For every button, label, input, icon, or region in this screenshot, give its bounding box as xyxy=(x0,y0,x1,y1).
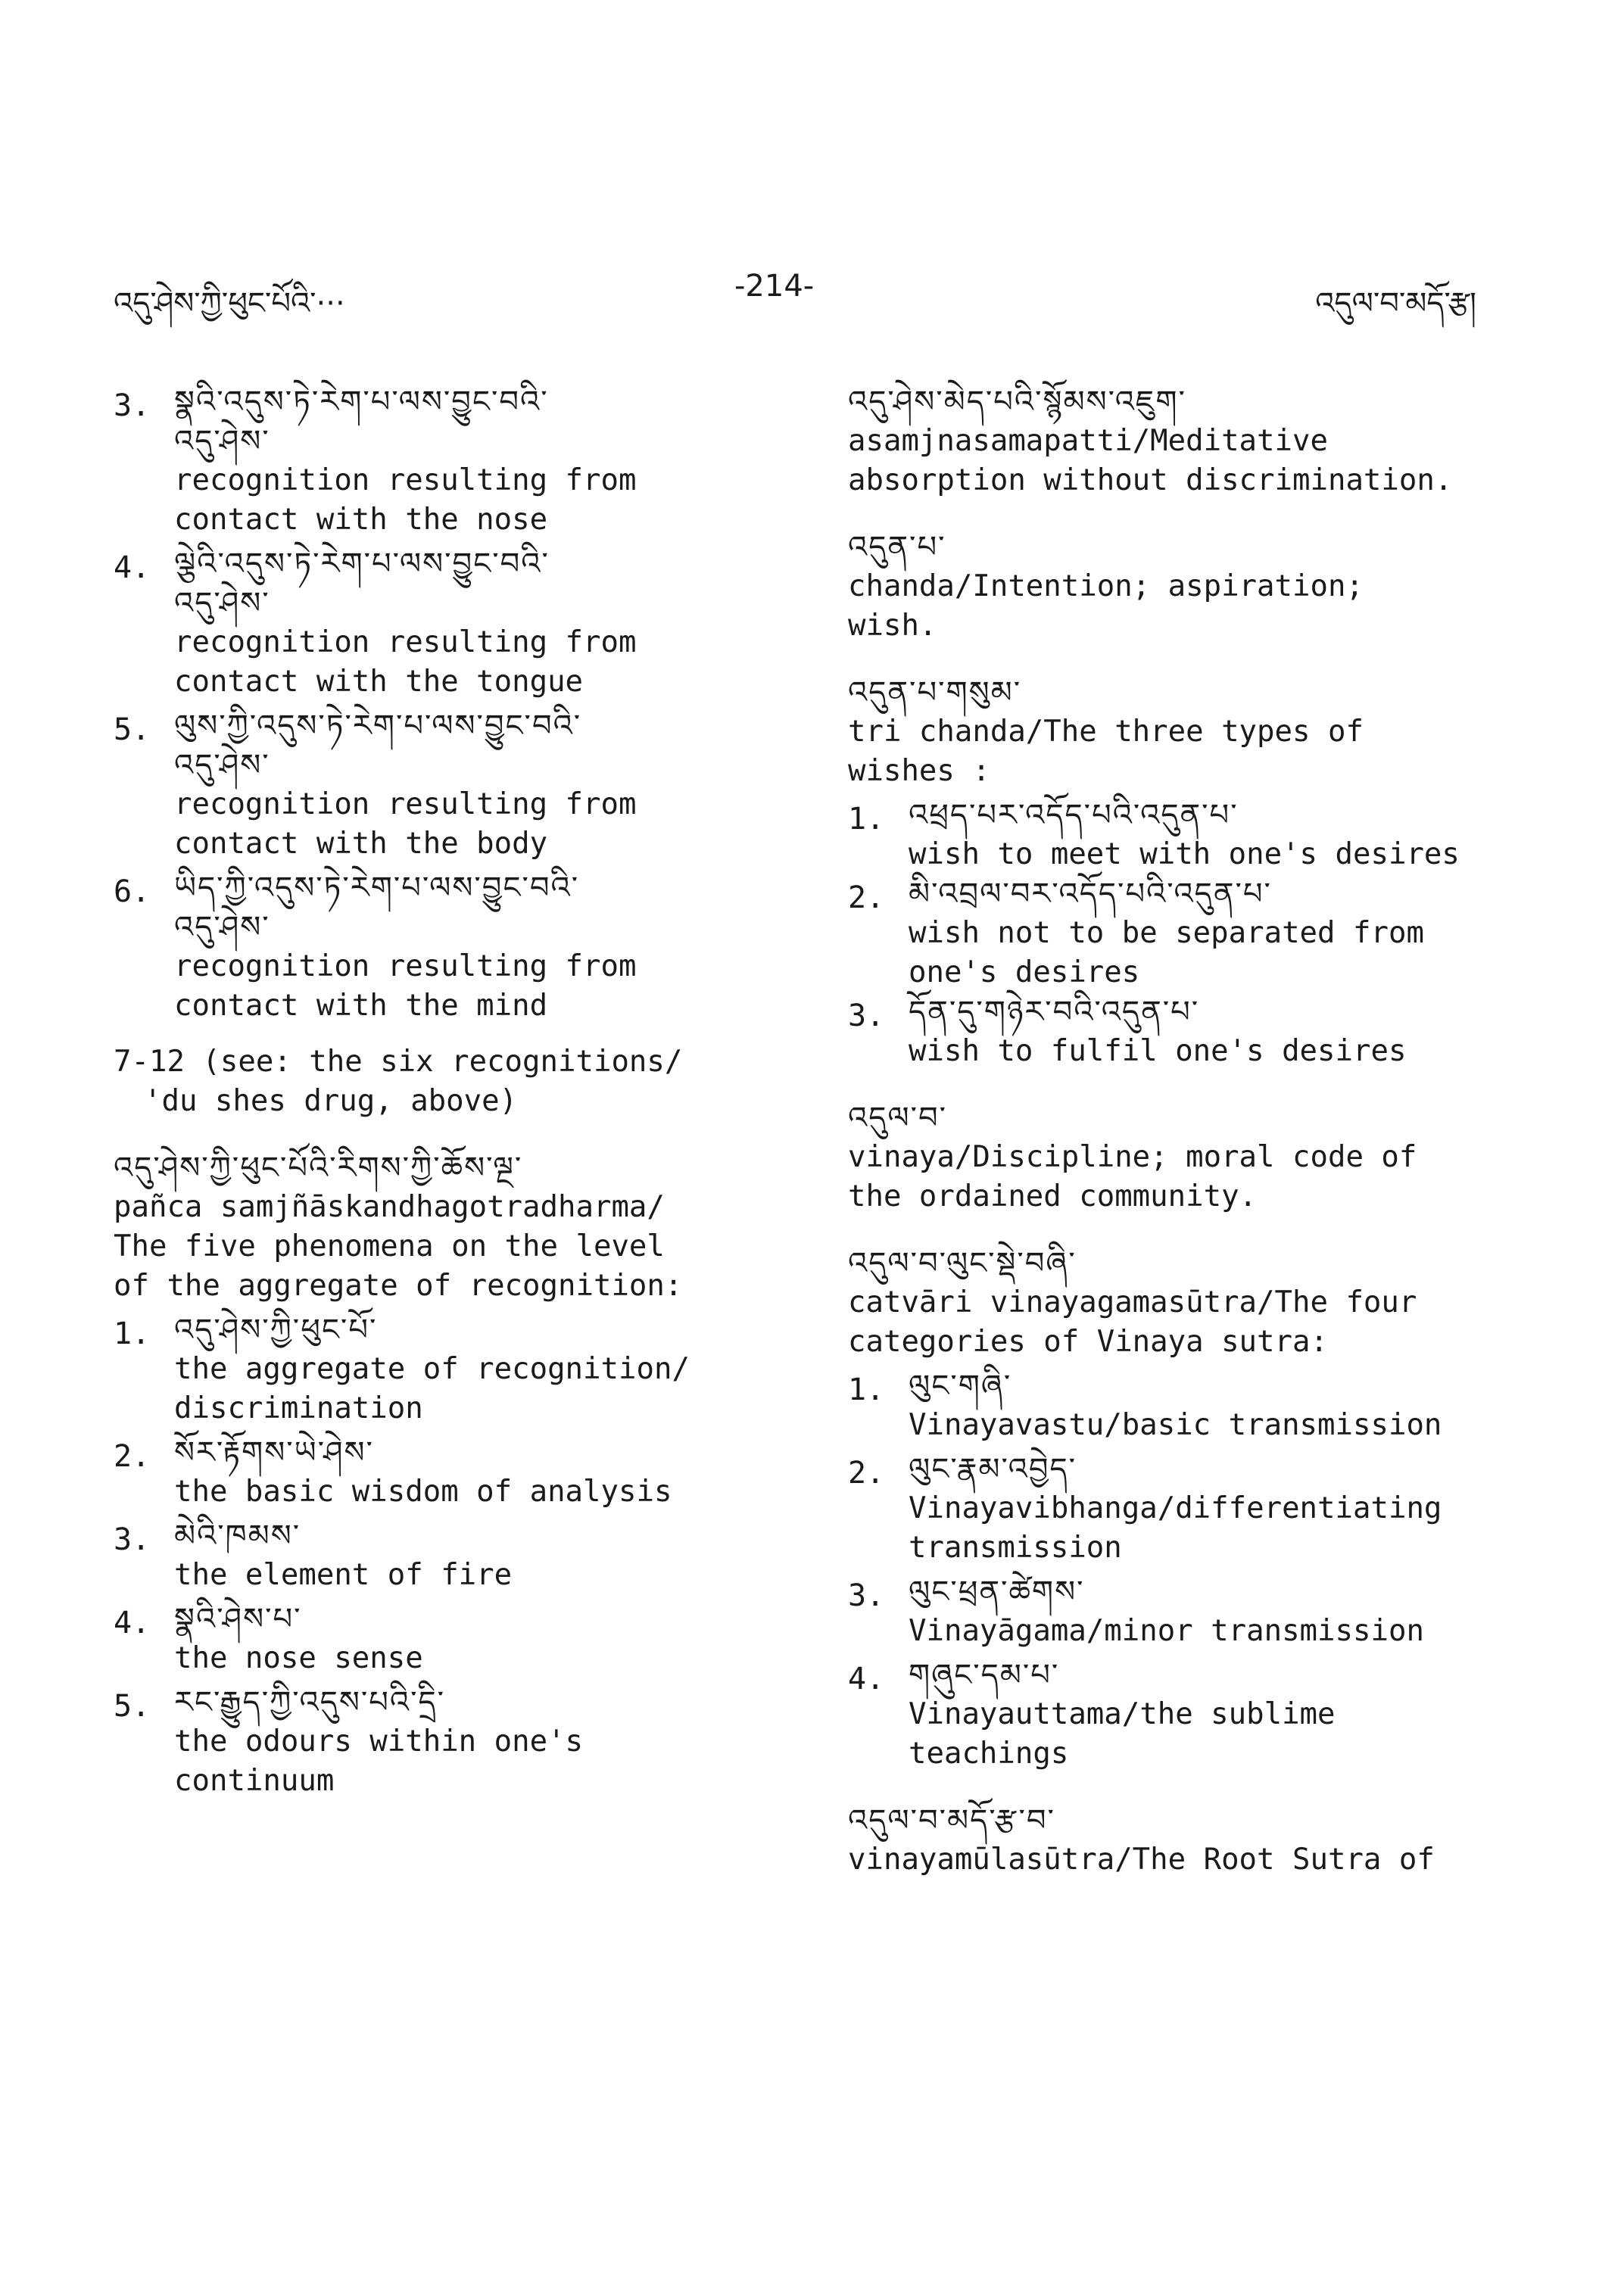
tibetan-headword: འདུལ་བ་མདོ་རྩ་བ་ xyxy=(848,1803,1055,1838)
translation-line: wish to meet with one's desires xyxy=(909,837,1460,871)
item-number: 1. xyxy=(848,1372,885,1407)
running-head-right: འདུལ་བ་མདོ་རྩ། xyxy=(1315,286,1476,321)
tibetan-term: ཡིད་ཀྱི་འདུས་ཏེ་རེག་པ་ལས་བྱུང་བའི་ xyxy=(174,871,580,905)
item-number: 4. xyxy=(114,1606,151,1640)
translation-line: the odours within one's xyxy=(174,1724,584,1759)
translation-line: continuum xyxy=(174,1764,335,1798)
list-item xyxy=(114,1516,765,1595)
tibetan-term: ལུང་གཞི་ xyxy=(909,1369,1012,1404)
translation-line: recognition resulting from xyxy=(174,463,637,497)
list-item xyxy=(848,1366,1529,1445)
left-column xyxy=(114,382,765,1801)
see-note xyxy=(114,1042,765,1121)
tibetan-term: ལུང་ཕྲན་ཚེགས་ xyxy=(909,1575,1085,1609)
glossary-entry xyxy=(848,1098,1529,1217)
entry-line: pañca samjñāskandhagotradharma/ xyxy=(114,1190,665,1224)
list-item xyxy=(114,1433,765,1512)
translation-line: Vinayavibhanga/differentiating xyxy=(909,1491,1442,1525)
entry-line: The five phenomena on the level xyxy=(114,1229,665,1263)
translation-line: the nose sense xyxy=(174,1641,423,1675)
item-number: 5. xyxy=(114,712,151,747)
entry-line: categories of Vinaya sutra: xyxy=(848,1325,1328,1359)
entry-line: chanda/Intention; aspiration; xyxy=(848,569,1364,603)
item-number: 2. xyxy=(114,1439,151,1474)
glossary-entry xyxy=(114,1148,765,1306)
tibetan-headword: འདུ་ཤེས་མེད་པའི་སྙོམས་འཇུག་ xyxy=(848,385,1186,419)
item-number: 2. xyxy=(848,880,885,915)
glossary-entry xyxy=(848,1244,1529,1362)
list-item xyxy=(848,1450,1529,1568)
list-item xyxy=(848,992,1529,1071)
tibetan-term: ལུང་རྣམ་འབྱེད་ xyxy=(909,1452,1077,1487)
translation-line: recognition resulting from xyxy=(174,787,637,821)
contact-item-6 xyxy=(114,868,765,1026)
translation-line: discrimination xyxy=(174,1391,423,1425)
tibetan-term: ལུས་ཀྱི་འདུས་ཏེ་རེག་པ་ལས་བྱུང་བའི་ xyxy=(174,709,582,743)
tibetan-term: གཞུང་དམ་པ་ xyxy=(909,1658,1060,1693)
tibetan-headword: འདུ་ཤེས་ཀྱི་ཕུང་པོའི་རིགས་ཀྱི་ཆོས་ལྔ་ xyxy=(114,1151,523,1185)
glossary-entry xyxy=(848,673,1529,791)
tibetan-headword: འདུལ་བ་ལུང་སྡེ་བཞི་ xyxy=(848,1246,1077,1281)
list-item xyxy=(848,796,1529,874)
list-item xyxy=(848,1572,1529,1651)
entry-line: absorption without discrimination. xyxy=(848,463,1453,497)
translation-line: contact with the nose xyxy=(174,503,548,537)
see-note-line: 7-12 (see: the six recognitions/ xyxy=(114,1045,683,1079)
list-item xyxy=(114,1683,765,1801)
translation-line: Vinayauttama/the sublime xyxy=(909,1697,1336,1731)
item-number: 5. xyxy=(114,1689,151,1724)
contact-item-4 xyxy=(114,544,765,702)
translation-line: Vinayāgama/minor transmission xyxy=(909,1614,1424,1648)
translation-line: contact with the body xyxy=(174,827,548,861)
tibetan-headword: འདུན་པ་གསུམ་ xyxy=(848,675,1022,710)
item-number: 3. xyxy=(848,999,885,1033)
list-item xyxy=(114,1600,765,1678)
translation-line: recognition resulting from xyxy=(174,625,637,659)
item-number: 1. xyxy=(114,1316,151,1351)
item-number: 1. xyxy=(848,802,885,837)
tibetan-term-cont: འདུ་ཤེས་ xyxy=(174,748,270,783)
right-column xyxy=(848,382,1529,1880)
tibetan-term: འདུ་ཤེས་ཀྱི་ཕུང་པོ་ xyxy=(174,1313,378,1347)
translation-line: the basic wisdom of analysis xyxy=(174,1475,672,1509)
tibetan-headword: འདུལ་བ་ xyxy=(848,1101,948,1136)
entry-line: vinayamūlasūtra/The Root Sutra of xyxy=(848,1843,1435,1877)
tibetan-term: དོན་དུ་གཉེར་བའི་འདུན་པ་ xyxy=(909,995,1200,1030)
translation-line: the aggregate of recognition/ xyxy=(174,1352,690,1386)
tibetan-term: ལྕེའི་འདུས་ཏེ་རེག་པ་ལས་བྱུང་བའི་ xyxy=(174,547,550,581)
entry-line: vinaya/Discipline; moral code of xyxy=(848,1140,1417,1174)
glossary-entry xyxy=(848,528,1529,646)
entry-line: catvāri vinayagamasūtra/The four xyxy=(848,1285,1417,1319)
entry-line: the ordained community. xyxy=(848,1179,1258,1213)
tibetan-term: སྣའི་ཤེས་པ་ xyxy=(174,1602,302,1637)
item-number: 3. xyxy=(848,1578,885,1613)
translation-line: wish not to be separated from xyxy=(909,916,1424,950)
entry-line: tri chanda/The three types of xyxy=(848,715,1364,749)
glossary-entry xyxy=(848,1801,1529,1880)
see-note-line: 'du shes drug, above) xyxy=(144,1084,518,1118)
list-item xyxy=(114,1310,765,1428)
page-number: -214- xyxy=(734,269,815,304)
tibetan-term: རང་རྒྱུད་ཀྱི་འདུས་པའི་དྲི་ xyxy=(174,1685,446,1720)
tibetan-term: སྣའི་འདུས་ཏེ་རེག་པ་ལས་བྱུང་བའི་ xyxy=(174,385,549,419)
contact-item-3 xyxy=(114,382,765,540)
translation-line: Vinayavastu/basic transmission xyxy=(909,1408,1442,1442)
translation-line: the element of fire xyxy=(174,1558,513,1592)
item-number: 3. xyxy=(114,388,151,423)
item-number: 4. xyxy=(114,550,151,585)
translation-line: contact with the mind xyxy=(174,989,548,1023)
entry-line: asamjnasamapatti/Meditative xyxy=(848,424,1328,458)
entry-line: wishes : xyxy=(848,754,990,788)
tibetan-headword: འདུན་པ་ xyxy=(848,530,946,565)
tibetan-term-cont: འདུ་ཤེས་ xyxy=(174,910,270,945)
tibetan-term: མེའི་ཁམས་ xyxy=(174,1519,301,1553)
translation-line: one's desires xyxy=(909,955,1140,989)
item-number: 4. xyxy=(848,1662,885,1696)
item-number: 3. xyxy=(114,1522,151,1557)
item-number: 2. xyxy=(848,1456,885,1491)
page-header xyxy=(114,269,1476,322)
running-head-left: འདུ་ཤེས་ཀྱི་ཕུང་པོའི་··· xyxy=(114,286,345,321)
list-item xyxy=(848,874,1529,992)
item-number: 6. xyxy=(114,874,151,909)
contact-item-5 xyxy=(114,706,765,864)
tibetan-term-cont: འདུ་ཤེས་ xyxy=(174,424,270,459)
entry-line: of the aggregate of recognition: xyxy=(114,1269,683,1303)
tibetan-term: སོར་རྟོགས་ཡེ་ཤེས་ xyxy=(174,1435,374,1470)
translation-line: teachings xyxy=(909,1737,1069,1771)
tibetan-term: མི་འབྲལ་བར་འདོད་པའི་འདུན་པ་ xyxy=(909,877,1272,911)
list-item xyxy=(848,1656,1529,1774)
translation-line: wish to fulfil one's desires xyxy=(909,1034,1407,1068)
translation-line: recognition resulting from xyxy=(174,949,637,983)
glossary-entry xyxy=(848,382,1529,500)
translation-line: transmission xyxy=(909,1531,1122,1565)
entry-line: wish. xyxy=(848,609,937,643)
translation-line: contact with the tongue xyxy=(174,665,584,699)
tibetan-term: འཕྲད་པར་འདོད་པའི་འདུན་པ་ xyxy=(909,798,1239,833)
tibetan-term-cont: འདུ་ཤེས་ xyxy=(174,586,270,621)
